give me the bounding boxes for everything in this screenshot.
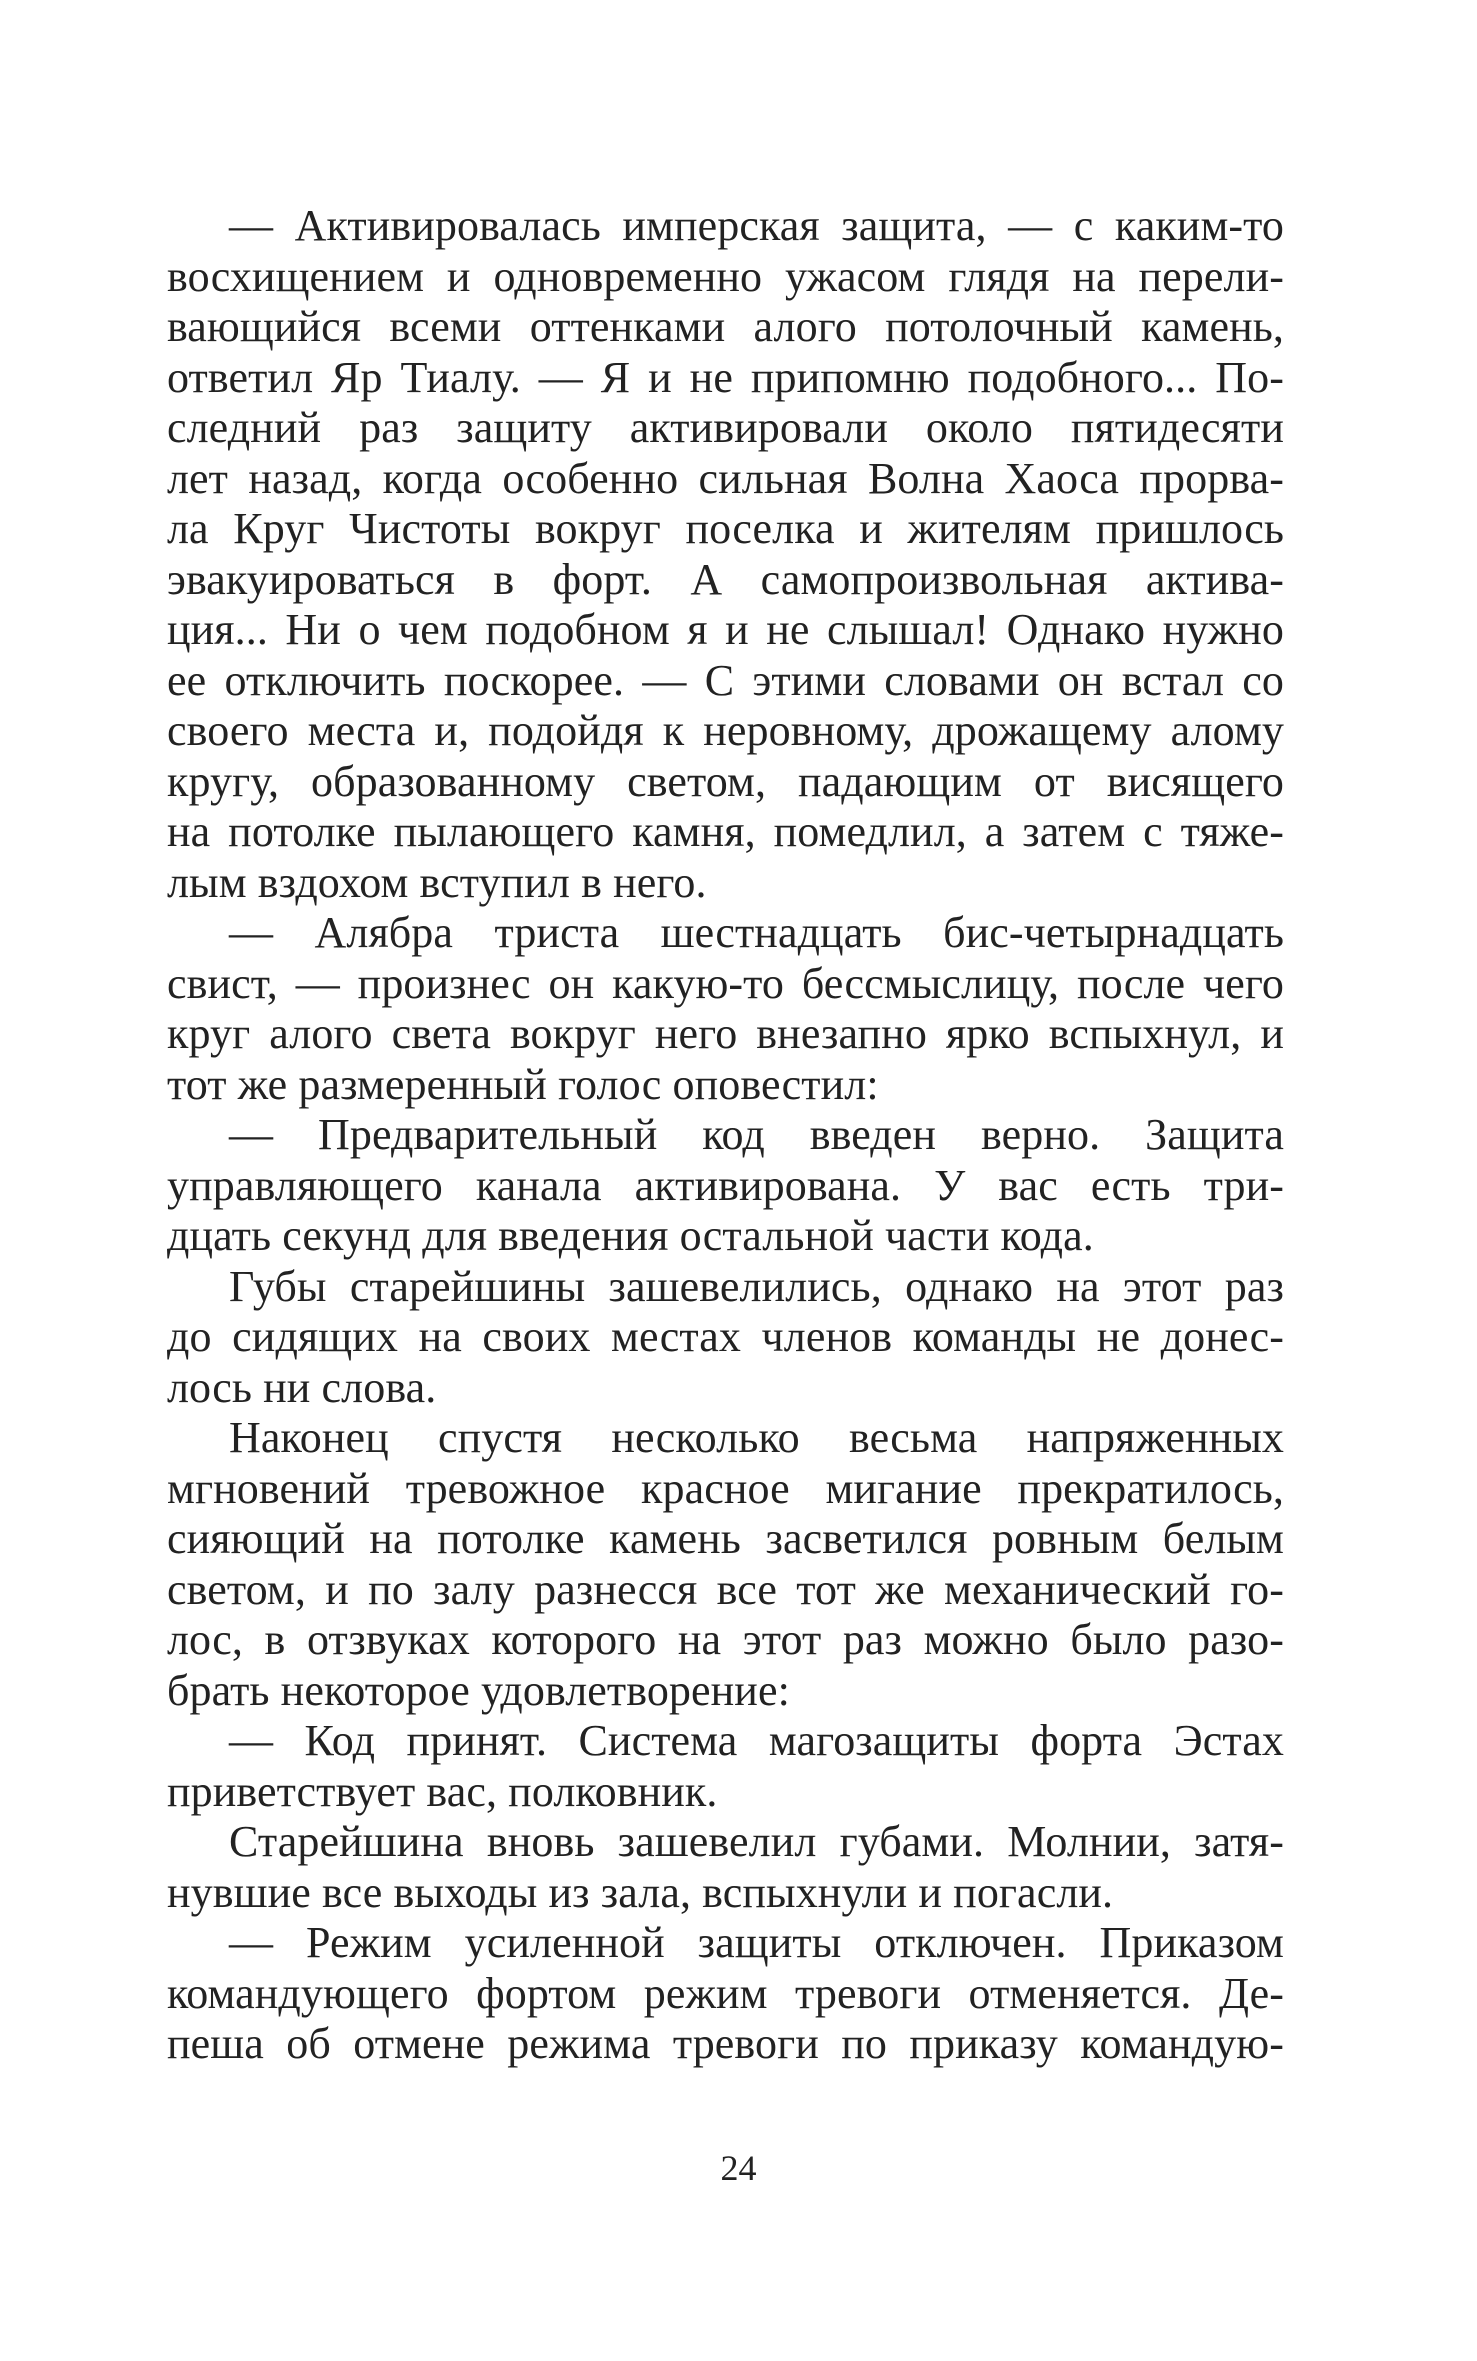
text-line: кругу, образованному светом, падающим от висящего <box>167 756 1284 806</box>
text-line: до сидящих на своих местах членов команды не донес- <box>167 1312 1284 1361</box>
text-line: лым вздохом вступил в него. <box>167 857 707 907</box>
text-line: сияющий на потолке камень засветился ровным белым <box>167 1514 1284 1563</box>
text-line: ция... Ни о чем подобном я и не слышал! Однако нужно <box>167 605 1284 654</box>
text-line: восхищением и одновременно ужасом глядя на перели- <box>167 251 1284 301</box>
text-line: — Код принят. Система магозащиты форта Эстах <box>229 1716 1284 1765</box>
text-line: — Активировалась имперская защита, — с каким-то <box>229 201 1284 250</box>
text-line: ответил Яр Тиалу. — Я и не припомню подобного... По- <box>167 352 1284 402</box>
text-line: лет назад, когда особенно сильная Волна Хаоса прорва- <box>167 453 1284 503</box>
text-line: светом, и по залу разнесся все тот же механический го- <box>167 1564 1284 1614</box>
text-line: — Предварительный код введен верно. Защита <box>229 1110 1284 1159</box>
text-line: управляющего канала активирована. У вас есть три- <box>167 1160 1284 1210</box>
page-number: 24 <box>720 2148 757 2188</box>
text-line: лос, в отзвуках которого на этот раз можно было разо- <box>167 1615 1284 1664</box>
text-line: брать некоторое удовлетворение: <box>167 1665 790 1715</box>
text-line: лось ни слова. <box>167 1362 437 1412</box>
text-line: ее отключить поскорее. — С этими словами он встал со <box>167 655 1284 705</box>
text-line: командующего фортом режим тревоги отменяется. Де- <box>167 1968 1284 2018</box>
text-line: эвакуироваться в форт. А самопроизвольная актива- <box>167 554 1284 604</box>
text-line: мгновений тревожное красное мигание прекратилось, <box>167 1463 1284 1513</box>
body-text <box>167 201 1284 2070</box>
text-line: своего места и, подойдя к неровному, дрожащему алому <box>167 706 1284 755</box>
text-line: тот же размеренный голос оповестил: <box>167 1059 879 1109</box>
text-line: следний раз защиту активировали около пятидесяти <box>167 403 1284 452</box>
text-line: — Алябра триста шестнадцать бис-четырнадцать <box>229 908 1284 957</box>
text-line: ла Круг Чистоты вокруг поселка и жителям пришлось <box>167 504 1284 553</box>
text-line: — Режим усиленной защиты отключен. Приказом <box>229 1918 1284 1967</box>
text-line: вающийся всеми оттенками алого потолочный камень, <box>167 302 1284 351</box>
text-line: Наконец спустя несколько весьма напряженных <box>229 1413 1284 1462</box>
text-line: свист, — произнес он какую-то бессмыслицу, после чего <box>167 958 1284 1008</box>
text-line: Губы старейшины зашевелились, однако на этот раз <box>229 1261 1284 1311</box>
text-line: дцать секунд для введения остальной части кода. <box>167 1211 1094 1260</box>
text-line: Старейшина вновь зашевелил губами. Молнии, затя- <box>229 1817 1284 1866</box>
text-line: круг алого света вокруг него внезапно ярко вспыхнул, и <box>167 1009 1284 1058</box>
text-line: пеша об отмене режима тревоги по приказу командую- <box>167 2019 1284 2068</box>
text-line: на потолке пылающего камня, помедлил, а затем с тяже- <box>167 807 1284 856</box>
text-line: приветствует вас, полковник. <box>167 1766 718 1816</box>
text-line: нувшие все выходы из зала, вспыхнули и погасли. <box>167 1867 1114 1917</box>
